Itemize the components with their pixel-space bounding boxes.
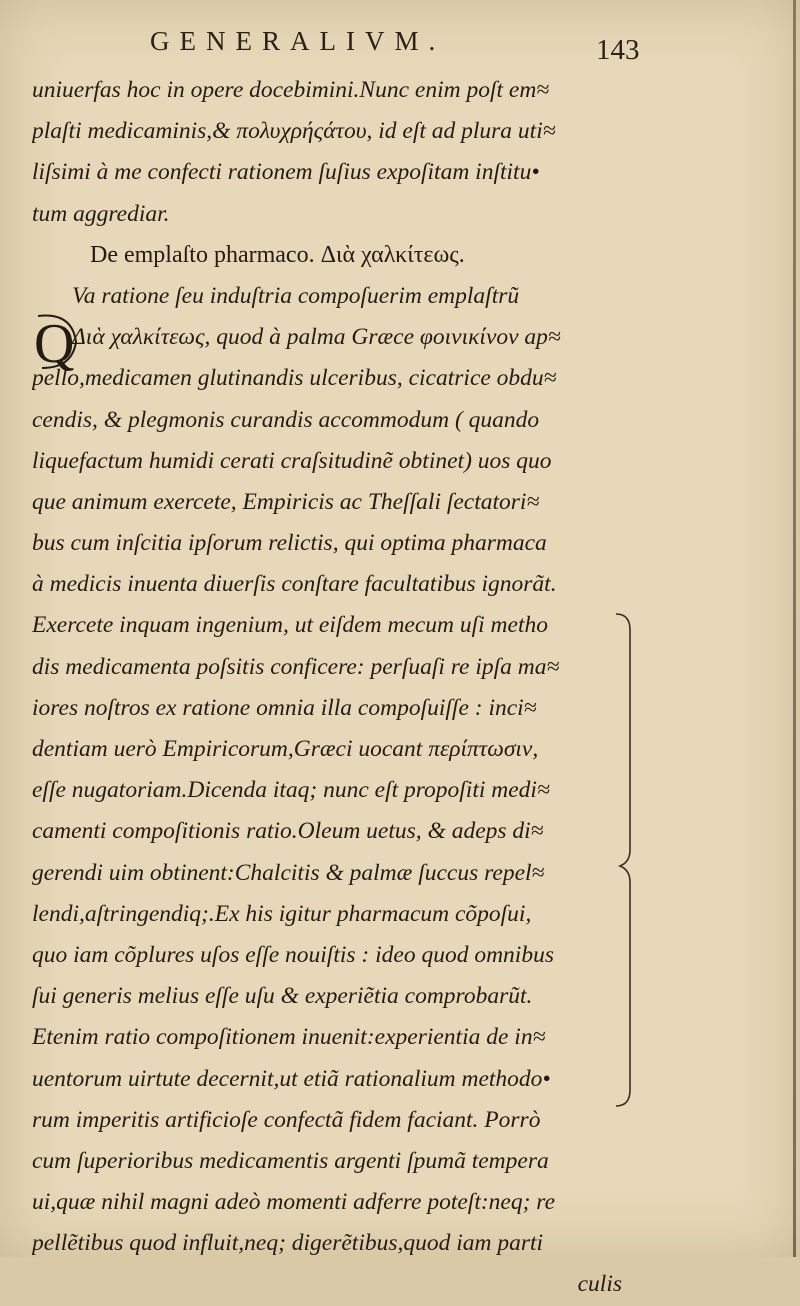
text-line: ui,quæ nihil magni adeò momenti adferre poteſt:neq; re — [32, 1189, 556, 1216]
text-line: plaſti medicaminis,& πολυχρήςάτου, id eſt ad plura uti≈ — [32, 118, 556, 145]
text-line: à medicis inuenta diuerſis conſtare facultatibus ignorãt. — [32, 571, 557, 598]
margin-bracket-icon — [612, 610, 636, 1110]
text-line: liſsimi à me confecti rationem ſuſius expoſitam inſtitu• — [32, 159, 540, 186]
text-line: camenti compoſitionis ratio.Oleum uetus, & adeps di≈ — [32, 818, 544, 845]
text-line: cum ſuperioribus medicamentis argenti ſpumã tempera — [32, 1147, 549, 1174]
text-line: tum aggrediar. — [32, 200, 170, 227]
drop-initial: Q — [34, 313, 75, 375]
text-line: Etenim ratio compoſitionem inuenit:experientia de in≈ — [32, 1024, 546, 1051]
text-line: pello,medicamen glutinandis ulceribus, cicatrice obdu≈ — [32, 365, 557, 392]
text-line: Exercete inquam ingenium, ut eiſdem mecum uſi metho — [32, 612, 548, 639]
section-heading: De emplaſto pharmaco. Διὰ χαλκίτεως. — [90, 241, 465, 268]
text-line: quo iam cõplures uſos eſſe nouiſtis : ideo quod omnibus — [32, 941, 554, 968]
text-line: Διὰ χαλκίτεως, quod à palma Græce φοινικίνον ap≈ — [72, 324, 561, 351]
text-line: pellẽtibus quod influit,neq; digerẽtibus,quod iam parti — [32, 1230, 544, 1257]
text-line: cendis, & plegmonis curandis accommodum ( quando — [32, 406, 540, 433]
text-line: gerendi uim obtinent:Chalcitis & palmæ ſuccus repel≈ — [32, 859, 545, 886]
text-line: bus cum inſcitia ipſorum relictis, qui optima pharmaca — [32, 530, 547, 557]
text-line: eſſe nugatoriam.Dicenda itaq; nunc eſt propoſiti medi≈ — [32, 777, 550, 804]
text-line: Va ratione ſeu induſtria compoſuerim emplaſtrũ — [72, 282, 520, 309]
running-title: GENERALIVM. — [150, 26, 446, 56]
text-line: uentorum uirtute decernit,ut etiã rationalium methodo• — [32, 1065, 551, 1092]
text-line: dentiam uerò Empiricorum,Græci uocant περίπτωσιν, — [32, 736, 539, 762]
text-line: que animum exercete, Empiricis ac Theſſali ſectatori≈ — [32, 488, 540, 515]
text-line: iores noſtros ex ratione omnia illa compoſuiſſe : inci≈ — [32, 694, 537, 721]
text-line: lendi,aſtringendiq;.Ex his igitur pharmacum cõpoſui, — [32, 900, 532, 927]
text-line: ſui generis melius eſſe uſu & experiẽtia comprobarũt. — [32, 983, 533, 1010]
text-line: dis medicamenta poſsitis conficere: perſuaſi re ipſa ma≈ — [32, 653, 560, 680]
text-line: liquefactum humidi cerati craſsitudinẽ obtinet) uos quo — [32, 447, 552, 474]
text-line: uniuerfas hoc in opere docebimini.Nunc enim poſt em≈ — [32, 77, 550, 103]
body-text — [32, 70, 642, 1306]
page-number: 143 — [596, 34, 640, 66]
catchword: culis — [577, 1271, 622, 1298]
page-edge-shadow — [793, 0, 796, 1257]
text-line: rum imperitis artificioſe confectã fidem faciant. Porrò — [32, 1106, 541, 1133]
